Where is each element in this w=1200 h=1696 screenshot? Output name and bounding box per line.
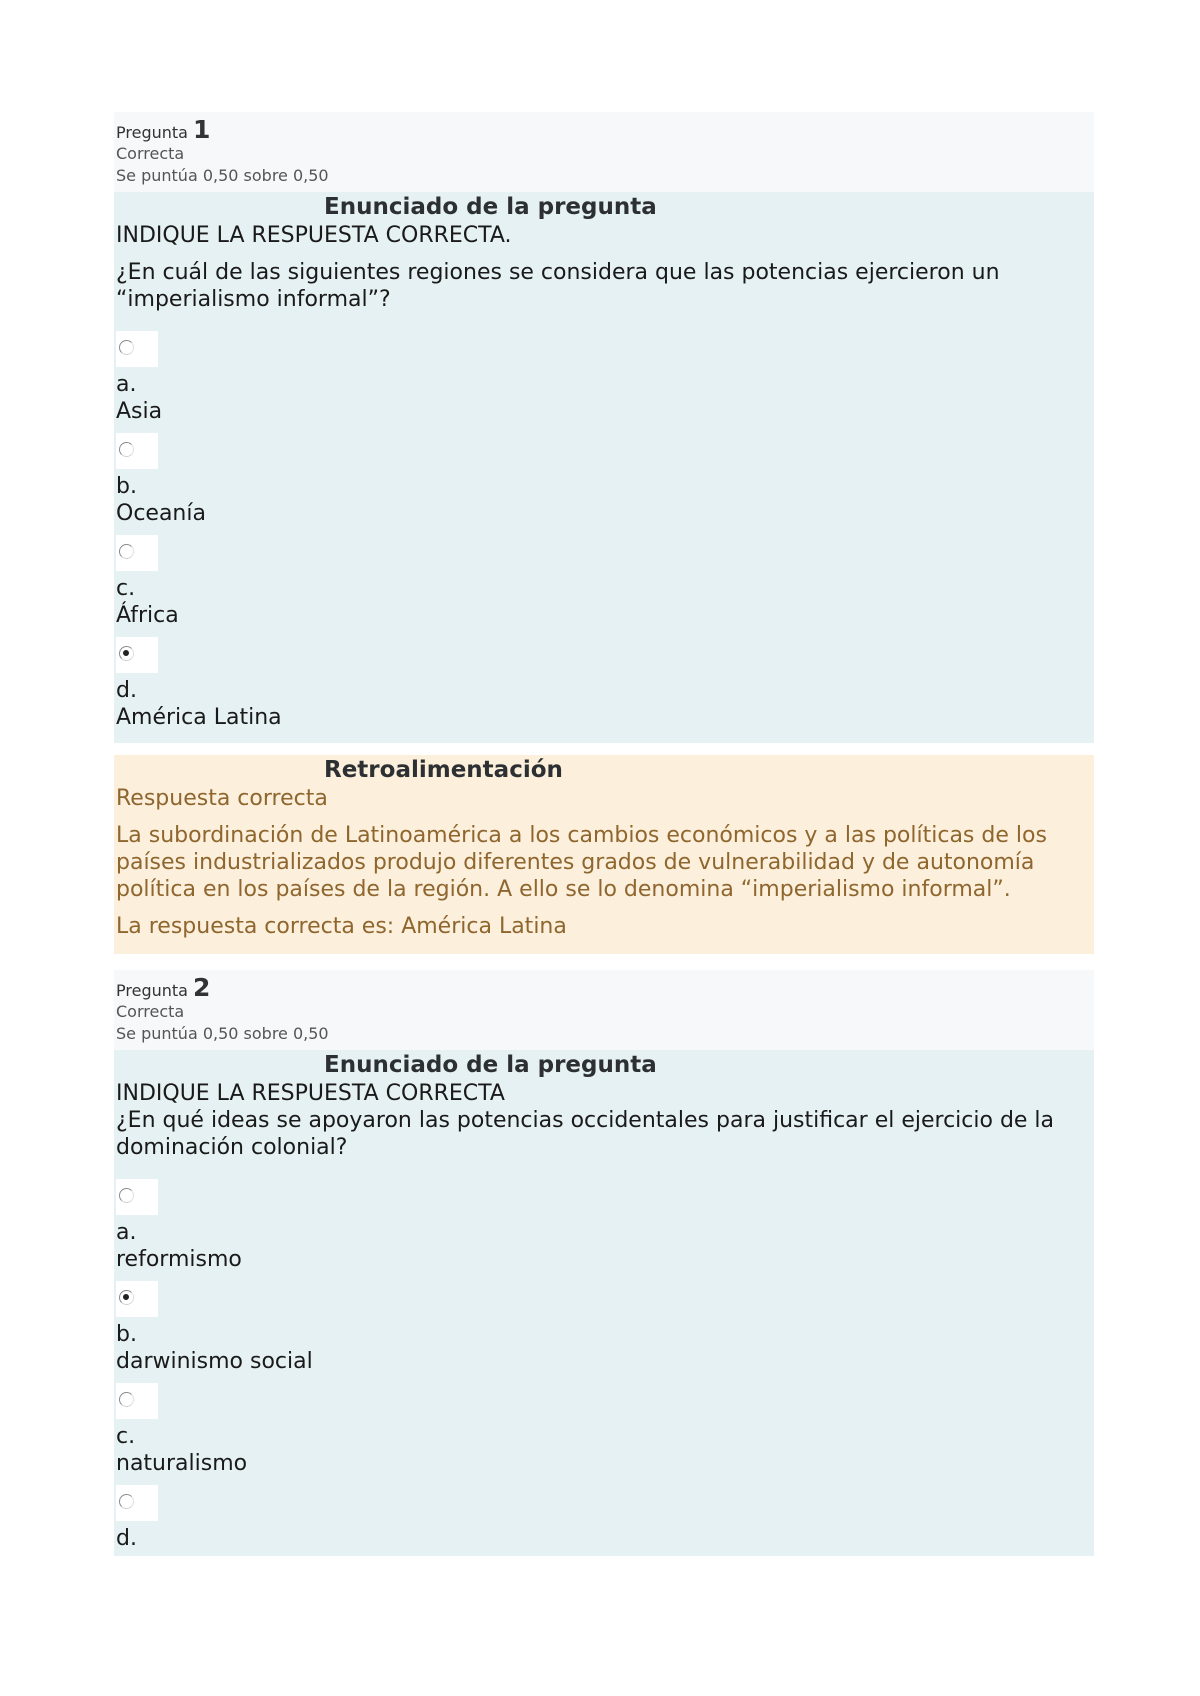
answer-option-d[interactable] <box>116 637 1092 731</box>
question-text <box>116 1080 1092 1161</box>
answer-option-a[interactable] <box>116 331 1092 425</box>
question-state: Correcta <box>116 144 185 163</box>
answer-letter: d. <box>116 678 137 703</box>
feedback-correct-answer: La respuesta correcta es: América Latina <box>116 914 567 939</box>
question-content <box>114 1050 1094 1556</box>
question-2 <box>114 970 1094 1556</box>
radio-button[interactable] <box>119 1392 134 1407</box>
question-state: Correcta <box>116 1002 185 1021</box>
question-heading: Enunciado de la pregunta <box>324 194 657 220</box>
question-number-line <box>116 115 1092 144</box>
question-number: 1 <box>193 115 211 144</box>
question-prompt: ¿En qué ideas se apoyaron las potencias occidentales para justificar el ejercicio de la dominación colonial? <box>116 1108 1055 1160</box>
answer-text: naturalismo <box>116 1451 248 1476</box>
question-1 <box>114 112 1094 954</box>
radio-button[interactable] <box>119 340 134 355</box>
question-number-line <box>116 973 1092 1002</box>
radio-button[interactable] <box>119 442 134 457</box>
question-instruction: INDIQUE LA RESPUESTA CORRECTA. <box>116 223 512 248</box>
radio-button-checked[interactable] <box>119 1290 134 1305</box>
question-info <box>114 970 1094 1050</box>
radio-button-checked[interactable] <box>119 646 134 661</box>
answer-letter: c. <box>116 1424 136 1449</box>
answer-option-b[interactable] <box>116 433 1092 527</box>
answer-option-b[interactable] <box>116 1281 1092 1375</box>
answer-text: África <box>116 603 179 628</box>
question-instruction: INDIQUE LA RESPUESTA CORRECTA <box>116 1081 505 1106</box>
question-label: Pregunta <box>116 123 188 142</box>
radio-button[interactable] <box>119 1188 134 1203</box>
answer-letter: a. <box>116 1220 137 1245</box>
answer-text: reformismo <box>116 1247 242 1272</box>
answer-letter: c. <box>116 576 136 601</box>
feedback-panel <box>114 755 1094 954</box>
question-grade: Se puntúa 0,50 sobre 0,50 <box>116 166 329 185</box>
answer-list <box>116 1179 1092 1552</box>
answer-text: Oceanía <box>116 501 206 526</box>
answer-text: Asia <box>116 399 163 424</box>
answer-letter: b. <box>116 1322 137 1347</box>
answer-letter: a. <box>116 372 137 397</box>
radio-button[interactable] <box>119 544 134 559</box>
answer-option-a[interactable] <box>116 1179 1092 1273</box>
question-content <box>114 192 1094 743</box>
feedback-heading: Retroalimentación <box>324 757 563 783</box>
question-prompt: ¿En cuál de las siguientes regiones se considera que las potencias ejercieron un “imperialismo informal”? <box>116 260 1000 312</box>
question-grade: Se puntúa 0,50 sobre 0,50 <box>116 1024 329 1043</box>
feedback-explanation: La subordinación de Latinoamérica a los cambios económicos y a las políticas de los países industrializados produjo diferentes grados de vulnerabilidad y de autonomía política en los países de la región. A ello se lo denomina “imperialismo informal”. <box>116 823 1047 902</box>
feedback-result: Respuesta correcta <box>116 786 328 811</box>
question-info <box>114 112 1094 192</box>
question-heading: Enunciado de la pregunta <box>324 1052 657 1078</box>
question-text <box>116 222 1092 313</box>
answer-list <box>116 331 1092 731</box>
answer-option-d[interactable] <box>116 1485 1092 1552</box>
question-label: Pregunta <box>116 981 188 1000</box>
answer-text: América Latina <box>116 705 282 730</box>
answer-letter: d. <box>116 1526 137 1551</box>
radio-button[interactable] <box>119 1494 134 1509</box>
question-number: 2 <box>193 973 211 1002</box>
answer-option-c[interactable] <box>116 535 1092 629</box>
answer-letter: b. <box>116 474 137 499</box>
answer-text: darwinismo social <box>116 1349 313 1374</box>
answer-option-c[interactable] <box>116 1383 1092 1477</box>
